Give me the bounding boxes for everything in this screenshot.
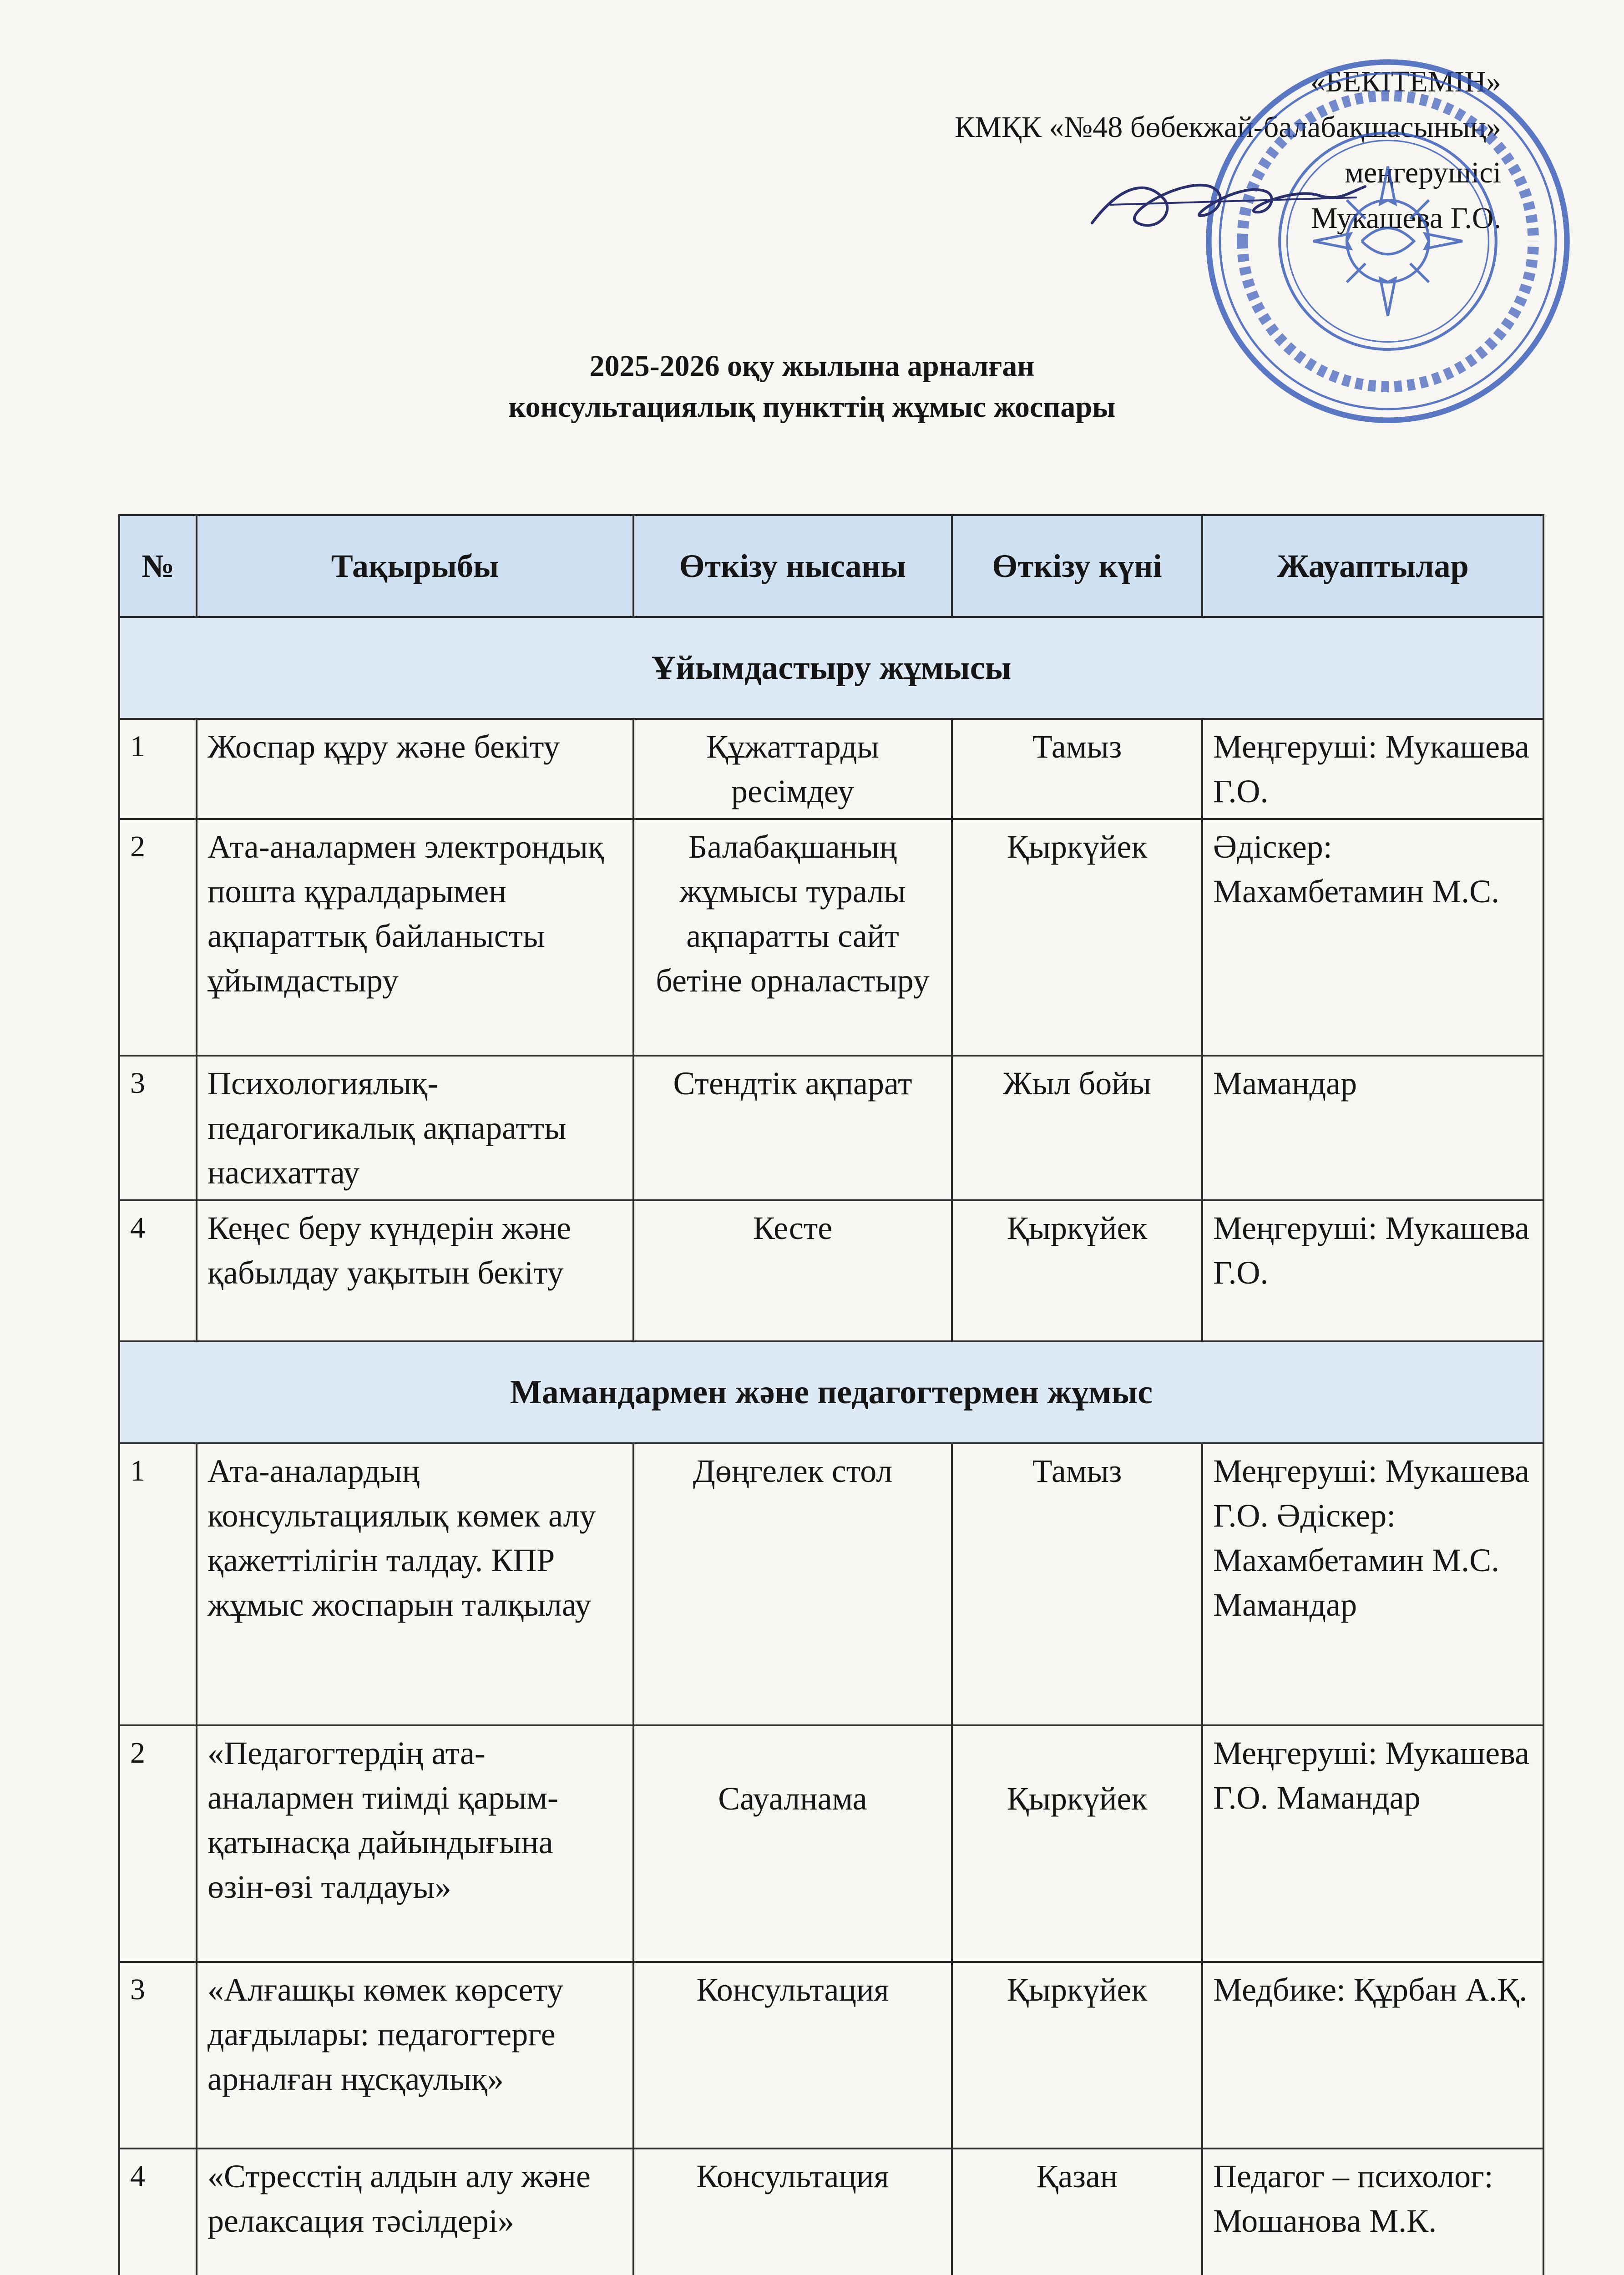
work-plan-table <box>118 514 1544 2275</box>
row-topic: Кеңес беру күндерін және қабылдау уақытын бекіту <box>197 1200 633 1341</box>
header-responsible: Жауаптылар <box>1202 515 1543 617</box>
row-date: Тамыз <box>952 1443 1202 1725</box>
table-row <box>119 1443 1543 1725</box>
row-responsible: Меңгеруші: Мукашева Г.О. Әдіскер: Махамбетамин М.С. Мамандар <box>1202 1443 1543 1725</box>
section-row <box>119 617 1543 719</box>
row-responsible: Меңгеруші: Мукашева Г.О. Мамандар <box>1202 1725 1543 1962</box>
row-responsible: Педагог – психолог: Мошанова М.К. <box>1202 2149 1543 2275</box>
section-title: Мамандармен және педагогтермен жұмыс <box>119 1341 1543 1443</box>
row-form: Стендтік ақпарат <box>633 1056 952 1200</box>
row-date: Қыркүйек <box>952 1725 1202 1962</box>
row-topic: Жоспар құру және бекіту <box>197 719 633 819</box>
signature-mark <box>1083 150 1374 250</box>
row-responsible: Медбике: Құрбан А.Қ. <box>1202 1962 1543 2149</box>
approval-organization: КМҚК «№48 бөбекжай-балабақшасының» <box>955 111 1501 144</box>
approval-heading: «БЕКІТЕМІН» <box>1310 65 1501 98</box>
section-row <box>119 1341 1543 1443</box>
table-row <box>119 1200 1543 1341</box>
title-line-2: консультациялық пункттің жұмыс жоспары <box>508 390 1116 424</box>
row-date: Қыркүйек <box>952 1200 1202 1341</box>
row-responsible: Әдіскер: Махамбетамин М.С. <box>1202 819 1543 1056</box>
row-date: Қазан <box>952 2149 1202 2275</box>
row-number: 4 <box>119 1200 197 1341</box>
row-number: 1 <box>119 1443 197 1725</box>
row-number: 2 <box>119 1725 197 1962</box>
header-date: Өткізу күні <box>952 515 1202 617</box>
row-form: Кесте <box>633 1200 952 1341</box>
row-form: Балабақшаның жұмысы туралы ақпаратты сайт бетіне орналастыру <box>633 819 952 1056</box>
row-responsible: Мамандар <box>1202 1056 1543 1200</box>
row-form: Консультация <box>633 2149 952 2275</box>
row-number: 3 <box>119 1056 197 1200</box>
row-date: Қыркүйек <box>952 819 1202 1056</box>
table-row <box>119 2149 1543 2275</box>
row-topic: «Стресстің алдын алу және релаксация тәсілдері» <box>197 2149 633 2275</box>
row-number: 3 <box>119 1962 197 2149</box>
row-topic: Ата-аналардың консультациялық көмек алу қажеттілігін талдау. КПР жұмыс жоспарын талқылау <box>197 1443 633 1725</box>
row-date: Жыл бойы <box>952 1056 1202 1200</box>
row-responsible: Меңгеруші: Мукашева Г.О. <box>1202 719 1543 819</box>
table-row <box>119 719 1543 819</box>
table-row <box>119 1962 1543 2149</box>
row-topic: «Алғашқы көмек көрсету дағдылары: педагогтерге арналған нұсқаулық» <box>197 1962 633 2149</box>
approval-position: меңгерушісі <box>1345 156 1501 189</box>
row-number: 4 <box>119 2149 197 2275</box>
row-topic: Ата-аналармен электрондық пошта құралдарымен ақпараттық байланысты ұйымдастыру <box>197 819 633 1056</box>
section-title: Ұйымдастыру жұмысы <box>119 617 1543 719</box>
approval-person: Мукашева Г.О. <box>1311 202 1501 235</box>
row-form: Құжаттарды ресімдеу <box>633 719 952 819</box>
header-form: Өткізу нысаны <box>633 515 952 617</box>
table-row <box>119 1056 1543 1200</box>
row-number: 2 <box>119 819 197 1056</box>
title-line-1: 2025-2026 оқу жылына арналған <box>589 349 1035 383</box>
row-date: Қыркүйек <box>952 1962 1202 2149</box>
row-topic: Психологиялық-педагогикалық ақпаратты насихаттау <box>197 1056 633 1200</box>
header-topic: Тақырыбы <box>197 515 633 617</box>
row-topic: «Педагогтердің ата-аналармен тиімді қарым-қатынасқа дайындығына өзін-өзі талдауы» <box>197 1725 633 1962</box>
row-form: Консультация <box>633 1962 952 2149</box>
document-title <box>0 346 1624 428</box>
table-row <box>119 819 1543 1056</box>
row-responsible: Меңгеруші: Мукашева Г.О. <box>1202 1200 1543 1341</box>
row-date: Тамыз <box>952 719 1202 819</box>
row-form: Сауалнама <box>633 1725 952 1962</box>
row-form: Дөңгелек стол <box>633 1443 952 1725</box>
header-number: № <box>119 515 197 617</box>
table-header-row <box>119 515 1543 617</box>
row-number: 1 <box>119 719 197 819</box>
table-row <box>119 1725 1543 1962</box>
